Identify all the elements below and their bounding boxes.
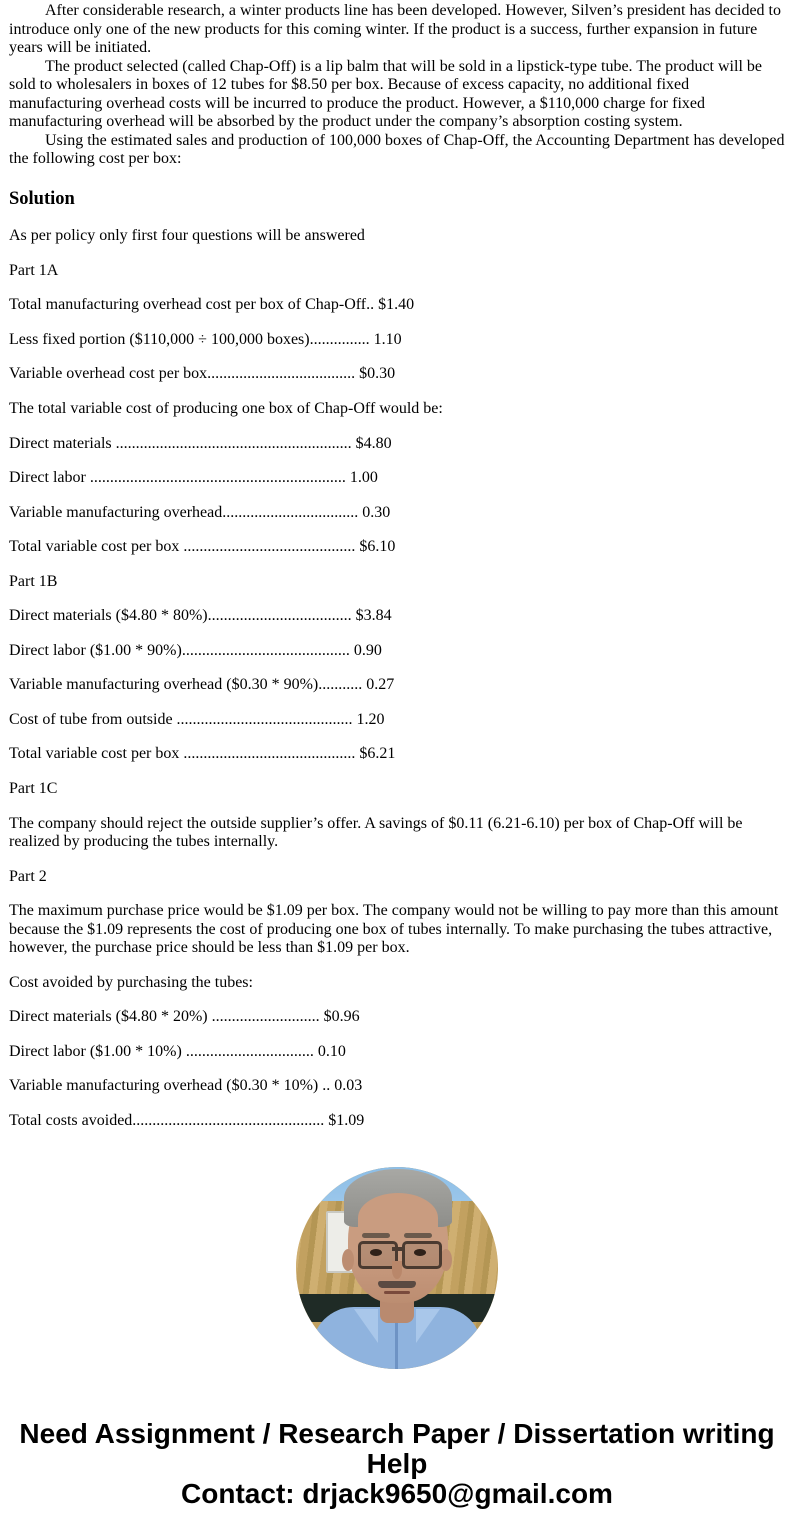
tutor-photo-wrapper <box>296 1167 498 1369</box>
avatar-eyebrow-left <box>362 1233 390 1238</box>
avatar-eyebrow-right <box>404 1233 432 1238</box>
avatar-shirt-placket <box>395 1323 398 1369</box>
avatar-collar-left <box>354 1309 378 1343</box>
avatar-glasses-bridge <box>392 1247 402 1251</box>
total-mfg-overhead-line: Total manufacturing overhead cost per box of Chap-Off.. $1.40 <box>9 296 415 314</box>
variable-overhead-line: Variable overhead cost per box..................................... $0.30 <box>9 365 396 383</box>
part-1b-label: Part 1B <box>9 572 58 590</box>
policy-note: As per policy only first four questions will be answered <box>9 227 365 245</box>
avatar-eye-right <box>414 1249 426 1256</box>
avatar-nose <box>392 1261 402 1279</box>
total-variable-cost-intro: The total variable cost of producing one box of Chap-Off would be: <box>9 400 443 417</box>
direct-labor-line: Direct labor ................................................................ 1.00 <box>9 469 378 487</box>
solution-heading: Solution <box>9 188 75 209</box>
direct-labor-90-line: Direct labor ($1.00 * 90%).......................................... 0.90 <box>9 641 382 659</box>
direct-materials-80-line: Direct materials ($4.80 * 80%).................................... $3.84 <box>9 607 392 625</box>
tutor-photo <box>296 1167 498 1369</box>
avatar-mouth <box>384 1291 410 1294</box>
less-fixed-portion-line: Less fixed portion ($110,000 ÷ 100,000 boxes)............... 1.10 <box>9 330 402 348</box>
variable-overhead-10-line: Variable manufacturing overhead ($0.30 * 10%) .. 0.03 <box>9 1077 363 1095</box>
avatar-mustache <box>378 1281 416 1288</box>
variable-overhead-90-line: Variable manufacturing overhead ($0.30 * 90%)........... 0.27 <box>9 676 395 694</box>
part-1c-answer: The company should reject the outside supplier’s offer. A savings of $0.11 (6.21-6.10) per box of Chap-Off will be realized by producing the tubes internally. <box>9 814 743 851</box>
direct-materials-20-line: Direct materials ($4.80 * 20%) ........................... $0.96 <box>9 1008 360 1026</box>
problem-statement <box>9 2 785 169</box>
solution-body <box>9 227 785 1130</box>
intro-paragraph-1: After considerable research, a winter products line has been developed. However, Silven’s president has decided to introduce only one of the new products for this coming winter. If the product is a success, further expansion in future years will be initiated. <box>9 2 781 57</box>
direct-labor-10-line: Direct labor ($1.00 * 10%) ................................ 0.10 <box>9 1042 346 1060</box>
intro-paragraph-2: The product selected (called Chap-Off) is a lip balm that will be sold in a lipstick-type tube. The product will be sold to wholesalers in boxes of 12 tubes for $8.50 per box. Because of excess capacity, no additional fixed manufacturing overhead costs will be incurred to produce the product. However, a $110,000 charge for fixed manufacturing overhead will be absorbed by the product under the company’s absorption costing system. <box>9 57 762 131</box>
help-banner <box>9 1419 785 1510</box>
total-costs-avoided-line: Total costs avoided................................................ $1.09 <box>9 1112 365 1130</box>
part-1c-label: Part 1C <box>9 780 58 798</box>
avatar-eye-left <box>370 1249 382 1256</box>
total-variable-cost-line: Total variable cost per box ........................................... $6.10 <box>9 538 396 556</box>
direct-materials-line: Direct materials ........................................................... $4.80 <box>9 434 392 452</box>
part-1a-label: Part 1A <box>9 261 59 279</box>
cost-avoided-intro: Cost avoided by purchasing the tubes: <box>9 973 253 991</box>
avatar-collar-right <box>416 1309 440 1343</box>
total-variable-cost-1b-line: Total variable cost per box ........................................... $6.21 <box>9 745 396 763</box>
intro-paragraph-3: Using the estimated sales and production of 100,000 boxes of Chap-Off, the Accounting Department has developed the following cost per box: <box>9 131 785 168</box>
help-banner-text: Need Assignment / Research Paper / Dissertation writing Help <box>19 1417 775 1479</box>
variable-mfg-overhead-line: Variable manufacturing overhead.................................. 0.30 <box>9 503 391 521</box>
cost-of-tube-line: Cost of tube from outside ............................................ 1.20 <box>9 710 385 728</box>
avatar-ear-left <box>342 1249 354 1271</box>
part-2-answer: The maximum purchase price would be $1.09 per box. The company would not be willing to pay more than this amount because the $1.09 represents the cost of producing one box of tubes internally. To make purchasing the tubes attractive, however, the purchase price should be less than $1.09 per box. <box>9 902 779 957</box>
help-banner-contact: Contact: drjack9650@gmail.com <box>181 1478 613 1510</box>
part-2-label: Part 2 <box>9 867 47 885</box>
